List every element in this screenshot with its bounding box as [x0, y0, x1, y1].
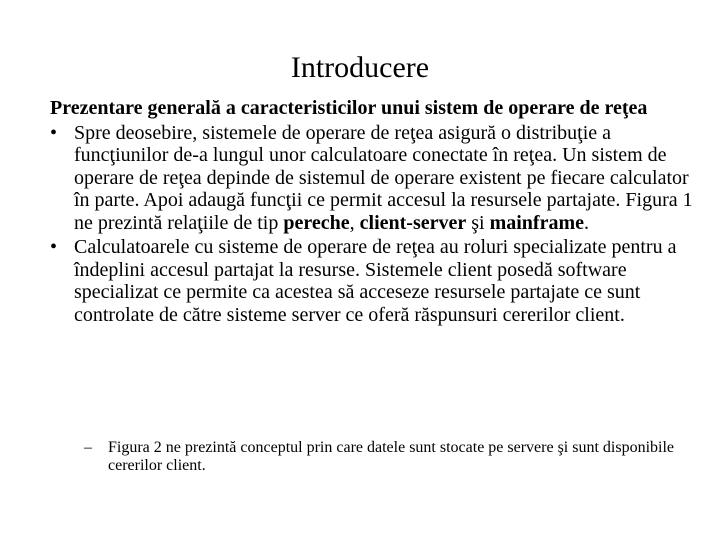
term-pereche: pereche	[283, 211, 350, 234]
bullet-1-text: Spre deosebire, sistemele de operare de reţea asigură o distribuţie a funcţiunilor de-a lungul unor calculatoare conectate în reţea. Un sistem de operare de reţea depinde de sistemul de operare existent pe fiecare calculator în parte. Apoi adaugă funcţii ce permit accesul la resursele partajate. Figura 1 ne prezintă relaţiile de tip	[74, 121, 693, 234]
bullet-glyph: •	[50, 121, 58, 144]
bullet-1-end: .	[584, 211, 590, 234]
separator-1: ,	[349, 211, 360, 234]
term-client-server: client-server	[359, 211, 467, 234]
heading-text: Prezentare generală a caracteristicilor unui sistem de operare de reţea	[50, 97, 648, 119]
sub-bullet-text: Figura 2 ne prezintă conceptul prin care datele sunt stocate pe servere şi sunt disponibile cererilor client.	[108, 439, 675, 474]
bullet-item-1	[50, 122, 698, 235]
bullet-2-text: Calculatoarele cu sisteme de operare de reţea au roluri specializate pentru a îndeplini accesul partajat la resurse. Sistemele client posedă software specializat ce permite ca acestea să acceseze resursele partajate ce sunt controlate de către sisteme server ce oferă răspunsuri cererilor client.	[74, 236, 677, 326]
heading-paragraph	[50, 97, 698, 120]
term-mainframe: mainframe	[489, 211, 585, 234]
dash-glyph: –	[84, 439, 92, 456]
slide-title: Introducere	[290, 51, 430, 84]
bullet-item-2	[50, 236, 698, 326]
bullet-glyph: •	[50, 236, 58, 258]
separator-2: şi	[466, 211, 490, 234]
slide-body	[50, 97, 698, 328]
sub-bullet-item	[84, 439, 718, 474]
